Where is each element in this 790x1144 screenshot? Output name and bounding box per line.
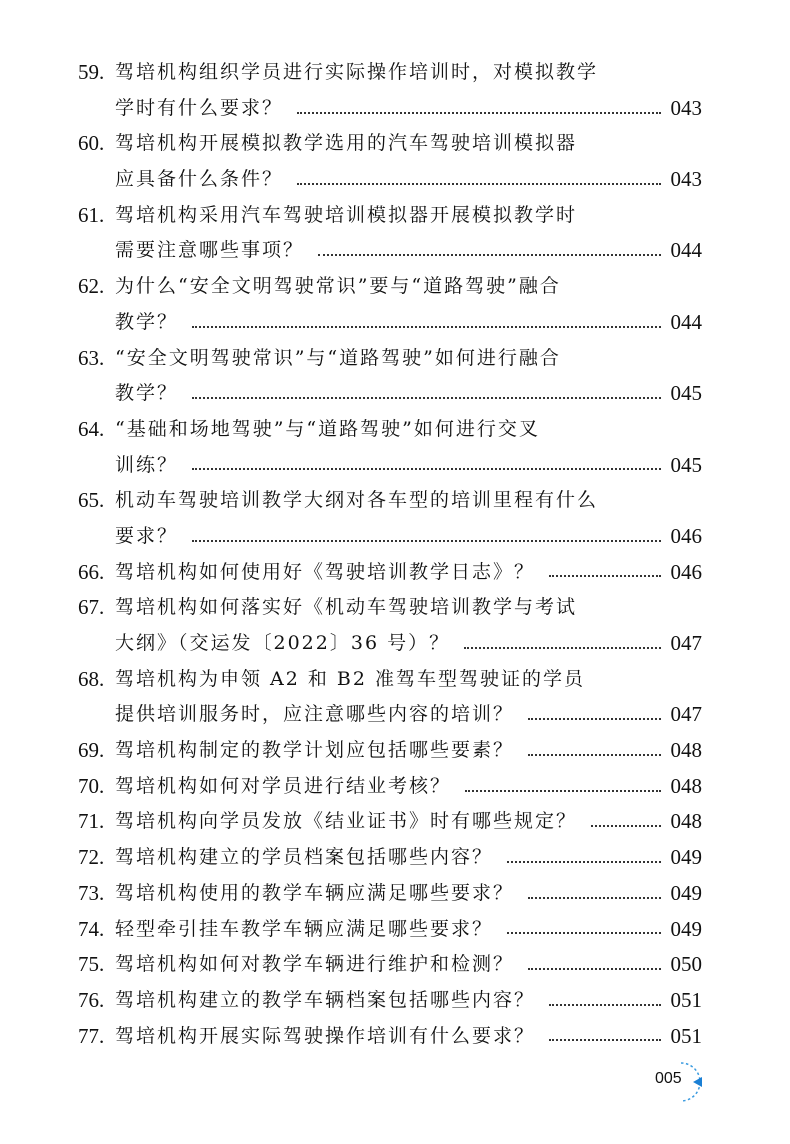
toc-entry-line[interactable] bbox=[78, 804, 702, 840]
toc-entry-line[interactable] bbox=[78, 876, 702, 912]
toc-entry-line[interactable] bbox=[78, 590, 702, 626]
entry-title: 机动车驾驶培训教学大纲对各车型的培训里程有什么 bbox=[115, 489, 599, 512]
dot-leader bbox=[528, 897, 660, 899]
entry-number: 72. bbox=[78, 845, 105, 870]
entry-page-number: 046 bbox=[670, 523, 702, 548]
entry-number: 73. bbox=[78, 880, 105, 905]
entry-page-number: 047 bbox=[670, 702, 702, 727]
entry-number: 74. bbox=[78, 916, 105, 941]
page-footer bbox=[655, 1060, 705, 1104]
toc-entry-line[interactable] bbox=[78, 376, 702, 412]
entry-title: 训练？ bbox=[115, 453, 179, 476]
toc-entry-line[interactable] bbox=[78, 840, 702, 876]
page-number: 005 bbox=[655, 1070, 682, 1087]
toc-entry-line[interactable] bbox=[78, 55, 702, 91]
entry-title: 驾培机构使用的教学车辆应满足哪些要求？ bbox=[115, 881, 515, 904]
entry-number: 67. bbox=[78, 595, 105, 620]
entry-number: 68. bbox=[78, 666, 105, 691]
entry-page-number: 049 bbox=[670, 880, 702, 905]
toc-entry-line[interactable] bbox=[78, 198, 702, 234]
toc-entry-line[interactable] bbox=[78, 162, 702, 198]
toc-entry-line[interactable] bbox=[78, 947, 702, 983]
toc-entry-line[interactable] bbox=[78, 341, 702, 377]
entry-number: 69. bbox=[78, 738, 105, 763]
toc-entry-line[interactable] bbox=[78, 662, 702, 698]
entry-page-number: 044 bbox=[670, 309, 702, 334]
entry-title: 驾培机构如何对教学车辆进行维护和检测？ bbox=[115, 953, 515, 976]
toc-entry-line[interactable] bbox=[78, 519, 702, 555]
entry-title: 应具备什么条件？ bbox=[115, 168, 284, 191]
toc-entry-line[interactable] bbox=[78, 126, 702, 162]
entry-title: 驾培机构如何使用好《驾驶培训教学日志》？ bbox=[115, 560, 536, 583]
toc-entry-line[interactable] bbox=[78, 697, 702, 733]
toc-entry-line[interactable] bbox=[78, 269, 702, 305]
entry-number: 70. bbox=[78, 773, 105, 798]
entry-title: 驾培机构制定的教学计划应包括哪些要素？ bbox=[115, 739, 515, 762]
entry-title: 驾培机构如何落实好《机动车驾驶培训教学与考试 bbox=[115, 596, 578, 619]
entry-number: 64. bbox=[78, 416, 105, 441]
dot-leader bbox=[528, 718, 660, 720]
entry-page-number: 047 bbox=[670, 631, 702, 655]
entry-page-number: 043 bbox=[670, 95, 702, 120]
entry-title: 驾培机构向学员发放《结业证书》时有哪些规定？ bbox=[115, 810, 578, 833]
dot-leader bbox=[192, 540, 660, 542]
entry-page-number: 051 bbox=[670, 987, 702, 1012]
entry-title: 需要注意哪些事项？ bbox=[115, 239, 305, 262]
entry-title: 为什么“安全文明驾驶常识”要与“道路驾驶”融合 bbox=[115, 275, 561, 298]
entry-title: 大纲》（交运发〔2022〕36 号）？ bbox=[115, 632, 451, 654]
toc-entry-line[interactable] bbox=[78, 769, 702, 805]
entry-title: 驾培机构采用汽车驾驶培训模拟器开展模拟教学时 bbox=[115, 203, 578, 226]
entry-number: 66. bbox=[78, 559, 105, 584]
dot-leader bbox=[507, 861, 660, 863]
entry-number: 65. bbox=[78, 488, 105, 513]
dot-leader bbox=[297, 183, 660, 185]
entry-title: “安全文明驾驶常识”与“道路驾驶”如何进行融合 bbox=[115, 346, 561, 369]
entry-number: 71. bbox=[78, 809, 105, 834]
dot-leader bbox=[297, 112, 660, 114]
entry-page-number: 051 bbox=[670, 1023, 702, 1048]
toc-entry-line[interactable] bbox=[78, 448, 702, 484]
entry-title: 教学？ bbox=[115, 310, 179, 333]
entry-number: 60. bbox=[78, 131, 105, 156]
entry-page-number: 049 bbox=[670, 845, 702, 870]
dot-leader bbox=[318, 254, 660, 256]
dot-leader bbox=[549, 1004, 660, 1006]
entry-page-number: 049 bbox=[670, 916, 702, 941]
entry-number: 63. bbox=[78, 345, 105, 370]
dot-leader bbox=[528, 754, 660, 756]
toc-entry-line[interactable] bbox=[78, 983, 702, 1019]
toc-entry-line[interactable] bbox=[78, 912, 702, 948]
entry-page-number: 046 bbox=[670, 559, 702, 584]
entry-number: 76. bbox=[78, 987, 105, 1012]
entry-title: 驾培机构为申领 A2 和 B2 准驾车型驾驶证的学员 bbox=[115, 667, 586, 690]
dot-leader bbox=[528, 968, 660, 970]
entry-title: 驾培机构建立的教学车辆档案包括哪些内容？ bbox=[115, 988, 536, 1011]
entry-page-number: 044 bbox=[670, 238, 702, 263]
toc-entry-line[interactable] bbox=[78, 91, 702, 127]
entry-title: 轻型牵引挂车教学车辆应满足哪些要求？ bbox=[115, 917, 494, 940]
dot-leader bbox=[464, 647, 660, 649]
entry-title: 提供培训服务时，应注意哪些内容的培训？ bbox=[115, 703, 515, 726]
entry-title: 驾培机构组织学员进行实际操作培训时，对模拟教学 bbox=[115, 61, 599, 83]
toc-entry-line[interactable] bbox=[78, 412, 702, 448]
dot-leader bbox=[549, 575, 660, 577]
toc-entry-line[interactable] bbox=[78, 626, 702, 662]
entry-title: 学时有什么要求？ bbox=[115, 96, 284, 119]
entry-page-number: 045 bbox=[670, 452, 702, 477]
toc-entry-line[interactable] bbox=[78, 555, 702, 591]
entry-page-number: 048 bbox=[670, 738, 702, 763]
dot-leader bbox=[192, 326, 660, 328]
table-of-contents bbox=[78, 55, 702, 1054]
dot-leader bbox=[591, 825, 660, 827]
dot-leader bbox=[192, 468, 660, 470]
entry-title: 要求？ bbox=[115, 524, 179, 547]
entry-page-number: 043 bbox=[670, 167, 702, 192]
entry-number: 61. bbox=[78, 202, 105, 227]
toc-entry-line[interactable] bbox=[78, 483, 702, 519]
toc-entry-line[interactable] bbox=[78, 733, 702, 769]
toc-entry-line[interactable] bbox=[78, 305, 702, 341]
entry-page-number: 050 bbox=[670, 952, 702, 977]
toc-entry-line[interactable] bbox=[78, 233, 702, 269]
entry-number: 59. bbox=[78, 60, 105, 84]
entry-page-number: 048 bbox=[670, 773, 702, 798]
entry-page-number: 045 bbox=[670, 381, 702, 406]
entry-title: 驾培机构开展模拟教学选用的汽车驾驶培训模拟器 bbox=[115, 132, 578, 155]
entry-page-number: 048 bbox=[670, 809, 702, 834]
toc-entry-line[interactable] bbox=[78, 1019, 702, 1055]
entry-title: “基础和场地驾驶”与“道路驾驶”如何进行交叉 bbox=[115, 417, 540, 440]
entry-title: 驾培机构开展实际驾驶操作培训有什么要求？ bbox=[115, 1024, 536, 1047]
entry-title: 教学？ bbox=[115, 382, 179, 405]
dot-leader bbox=[549, 1039, 660, 1041]
dot-leader bbox=[465, 790, 660, 792]
entry-number: 62. bbox=[78, 274, 105, 299]
entry-title: 驾培机构建立的学员档案包括哪些内容？ bbox=[115, 846, 494, 869]
dot-leader bbox=[192, 397, 660, 399]
entry-number: 77. bbox=[78, 1023, 105, 1048]
dot-leader bbox=[507, 932, 660, 934]
entry-title: 驾培机构如何对学员进行结业考核？ bbox=[115, 774, 452, 797]
entry-number: 75. bbox=[78, 952, 105, 977]
